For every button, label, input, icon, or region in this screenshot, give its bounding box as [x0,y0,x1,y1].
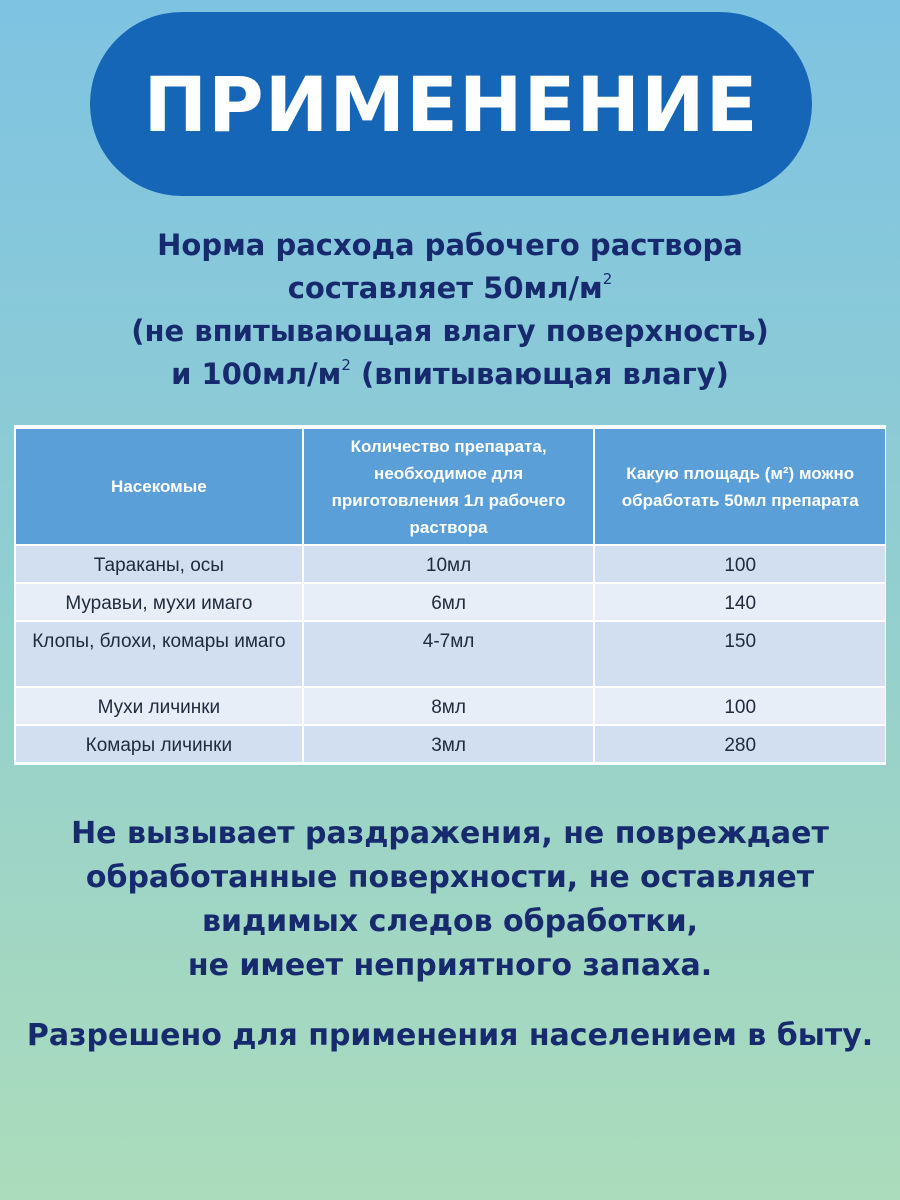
table-row [16,621,885,687]
table-cell: 10мл [303,545,595,583]
table-cell: 280 [594,725,885,762]
safety-line-2: обработанные поверхности, не оставляет [85,860,815,895]
intro-line-1: Норма расхода рабочего раствора [157,228,743,262]
safety-line-1: Не вызывает раздражения, не повреждает [71,816,829,851]
intro-line-4: и $100мл/м^2$ (впитывающая влагу) [171,356,729,391]
intro-line-3: (не впитывающая влагу поверхность) [131,314,769,348]
table-cell: 150 [594,621,885,687]
consumption-rate-text [0,224,900,396]
column-header-insects: Насекомые [16,429,303,545]
intro-line-2: составляет $50мл/м^2$ [287,270,613,305]
dosage-table [16,429,885,762]
table-row [16,687,885,725]
table-cell: Тараканы, осы [16,545,303,583]
table-cell: Мухи личинки [16,687,303,725]
dosage-table-container [14,425,886,765]
safety-line-3: видимых следов обработки, [201,904,699,939]
table-cell: 4-7мл [303,621,595,687]
table-cell: 6мл [303,583,595,621]
title-banner [90,12,812,196]
table-cell: Комары личинки [16,725,303,762]
safety-line-4: не имеет неприятного запаха. [187,948,713,983]
table-row [16,725,885,762]
table-cell: 3мл [303,725,595,762]
column-header-amount: Количество препарата, необходимое для приготовления 1л рабочего раствора [303,429,595,545]
table-cell: 100 [594,545,885,583]
table-row [16,583,885,621]
column-header-area: Какую площадь (м²) можно обработать 50мл препарата [594,429,885,545]
page-title: ПРИМЕНЕНИЕ [143,59,759,149]
table-row [16,545,885,583]
household-use-note: Разрешено для применения населением в быту. [26,1018,874,1053]
table-cell: 8мл [303,687,595,725]
table-cell: 100 [594,687,885,725]
safety-notes [0,812,900,988]
table-cell: Клопы, блохи, комары имаго [16,621,303,687]
table-cell: Муравьи, мухи имаго [16,583,303,621]
table-header-row [16,429,885,545]
table-cell: 140 [594,583,885,621]
